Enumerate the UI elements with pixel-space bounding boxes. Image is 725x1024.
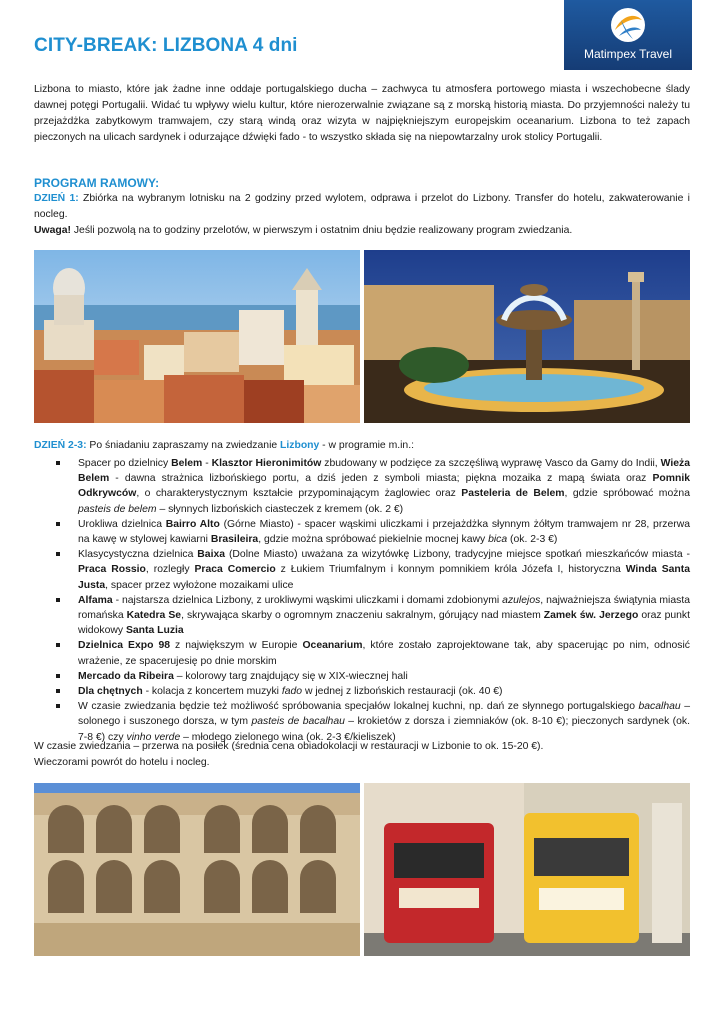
text-run: Praca Comercio [194, 564, 276, 576]
company-logo [564, 0, 692, 70]
day-1-paragraph [34, 191, 690, 223]
text-run: (Górne Miasto) - spacer wąskimi uliczkami i przejażdżka słynnym żółtym tramwajem nr 28, przerwa na kawę w stylowej kawiarni [78, 518, 690, 546]
text-run: Mercado da Ribeira [78, 670, 174, 682]
text-run: , skrywająca skarby o ogromnym znaczeniu sakralnym, górujący nad miastem [181, 610, 544, 622]
text-run: Pomnik Odkrywców [78, 473, 690, 500]
intro-paragraph [34, 82, 690, 146]
text-run: Urokliwa dzielnica [78, 518, 166, 530]
text-run: (Dolne Miasto) uważana za wizytówkę Lizbony, tradycyjne miejsce spotkań mieszkańców miasta - [225, 549, 690, 561]
photo-rossio-fountain [364, 250, 690, 423]
logo-text: Matimpex Travel [583, 47, 673, 61]
text-run: – solonego i suszonego dorsza, w tym [78, 701, 690, 728]
text-run: Belem [171, 458, 203, 469]
program-list-item [34, 517, 690, 547]
text-run: Lizbony [280, 440, 320, 451]
text-run: bica [488, 534, 508, 546]
text-run: pasteis de belem [78, 503, 157, 515]
program-list-item [34, 593, 690, 639]
text-run: Katedra Se [126, 610, 182, 622]
text-run: – słynnych lizbońskich ciasteczek z kremem (ok. 2 €) [156, 503, 404, 515]
text-run: W czasie zwiedzania – przerwa na posiłek (średnia cena obiadokolacji w restauracji w Lizbonie to ok. 15-20 €). [34, 741, 544, 752]
text-run: z Łukiem Triumfalnym i konnym pomnikiem króla Józefa I, historyczna [275, 564, 626, 576]
text-run: , o charakterystycznym kształcie przypominającym żaglowiec oraz [136, 488, 462, 500]
text-run: Dzielnica Expo 98 [78, 640, 171, 652]
text-run: , spacer przez wyłożone mozaikami ulice [105, 579, 294, 591]
text-run: Klasztor Hieronimitów [211, 458, 322, 469]
text-run: Po śniadaniu zapraszamy na zwiedzanie [86, 440, 281, 451]
note-paragraph [34, 223, 690, 239]
photo-lisbon-rooftops [34, 250, 360, 423]
text-run: - w programie m.in.: [319, 440, 414, 451]
text-run: w jednej z lizbońskich restauracji (ok. 40 €) [302, 686, 503, 698]
text-run: , rozległy [145, 564, 195, 576]
program-list-item [34, 669, 690, 684]
text-run: Zamek św. Jerzego [543, 610, 639, 622]
text-run: Bairro Alto [165, 518, 220, 530]
program-list-item [34, 684, 690, 699]
text-run: Praca Rossio [78, 564, 146, 576]
text-run: DZIEŃ 2-3: [34, 440, 87, 451]
text-run: , gdzie można spróbować piekielnie mocnej kawy [258, 534, 489, 546]
program-list-item [34, 638, 690, 668]
text-run: - [202, 458, 212, 469]
text-run: (ok. 2-3 €) [507, 534, 558, 546]
text-run: Uwaga! [34, 225, 71, 236]
text-run: Baixa [197, 549, 226, 561]
logo-icon [609, 6, 647, 44]
text-run: W czasie zwiedzania będzie też możliwość spróbowania specjałów lokalnej kuchni, np. dań ze słynnego portugalskiego [78, 701, 639, 713]
text-run: azulejos [502, 594, 541, 606]
text-run: DZIEŃ 1: [34, 193, 79, 204]
text-run: Pasteleria de Belem [461, 488, 565, 500]
text-run: Wieża Belem [78, 458, 690, 485]
text-run: bacalhau [638, 701, 681, 713]
text-run: fado [281, 686, 303, 698]
text-run: - kolacja z koncertem muzyki [142, 686, 282, 698]
text-run: Dla chętnych [78, 686, 143, 698]
evening-paragraph [34, 755, 690, 771]
text-run: Jeśli pozwolą na to godziny przelotów, w pierwszym i ostatnim dniu będzie realizowany program zwiedzania. [70, 225, 573, 236]
text-run: - dawna strażnica lizbońskiego portu, a dziś jeden z symboli miasta; piękna mozaika z mapą świata oraz [109, 473, 653, 485]
text-run: , które zostało zaprojektowane tak, aby spacerując po nim, odnosić wrażenie, ze spacerujesię po dnie morskim [78, 640, 691, 667]
page-title: CITY-BREAK: LIZBONA 4 dni [34, 35, 298, 56]
program-list-item [34, 547, 690, 593]
text-run: z największym w Europie [170, 640, 303, 652]
text-run: Winda Santa Justa [78, 564, 691, 591]
text-run: pasteis de bacalhau [251, 716, 345, 728]
meal-break-paragraph [34, 739, 690, 755]
text-run: – młodego zielonego wina (ok. 2-3 €/kieliszek) [180, 731, 396, 743]
text-run: Spacer po dzielnicy [78, 458, 172, 469]
text-run: , gdzie spróbować można [564, 488, 690, 500]
text-run: – kolorowy targ znajdujący się w XIX-wiecznej hali [173, 670, 408, 682]
text-run: , najważniejsza świątynia miasta romańska [78, 594, 690, 622]
text-run: Zbiórka na wybranym lotnisku na 2 godziny przed wylotem, odprawa i przelot do Lizbony. Transfer do hotelu, zakwaterowanie i nocleg. [34, 193, 690, 220]
program-list [34, 456, 690, 745]
text-run: Oceanarium [302, 640, 363, 652]
text-run: zbudowany w podzięce za szczęśliwą wyprawę Vasco da Gamy do Indii, [321, 458, 661, 469]
text-run: Alfama [78, 594, 113, 606]
days-2-3-paragraph [34, 438, 690, 454]
program-heading: PROGRAM RAMOWY: [34, 176, 160, 190]
text-run: Klasycystyczna dzielnica [78, 549, 198, 561]
text-run: vinho verde [126, 731, 181, 743]
text-run: oraz punkt widokowy [78, 610, 691, 637]
text-run: Santa Luzia [125, 625, 184, 637]
program-list-item [34, 456, 690, 517]
text-run: Brasileira [210, 534, 259, 546]
photo-trams [364, 783, 690, 956]
text-run: Wieczorami powrót do hotelu i nocleg. [34, 757, 210, 768]
text-run: - najstarsza dzielnica Lizbony, z urokliwymi wąskimi uliczkami i domami zdobionymi [112, 594, 503, 606]
text-run: Lizbona to miasto, które jak żadne inne oddaje portugalskiego ducha – zachwyca tu atmosfera portowego miasta i wszechobecne ślady dawnej potęgi Portugalii. Widać tu wpływy wielu kultur, które nierozerwalnie związane są z morską historią miasta. Do przyjemności należy tu przejażdżka zabytkowym tramwajem, czy starą windą oraz wizyta w najpiękniejszym europejskim oceanarium. Lizbona to też zapach pieczonych na ulicach sardynek i odurzające dźwięki fado - to wszystko składa się na niepowtarzalny urok stolicy Portugalii. [34, 84, 690, 143]
text-run: – krokietów z dorsza i ziemniaków (ok. 8-10 €); pieczonych sardynek (ok. 7-8 €) czy [78, 716, 690, 743]
photo-monastery-cloister [34, 783, 360, 956]
